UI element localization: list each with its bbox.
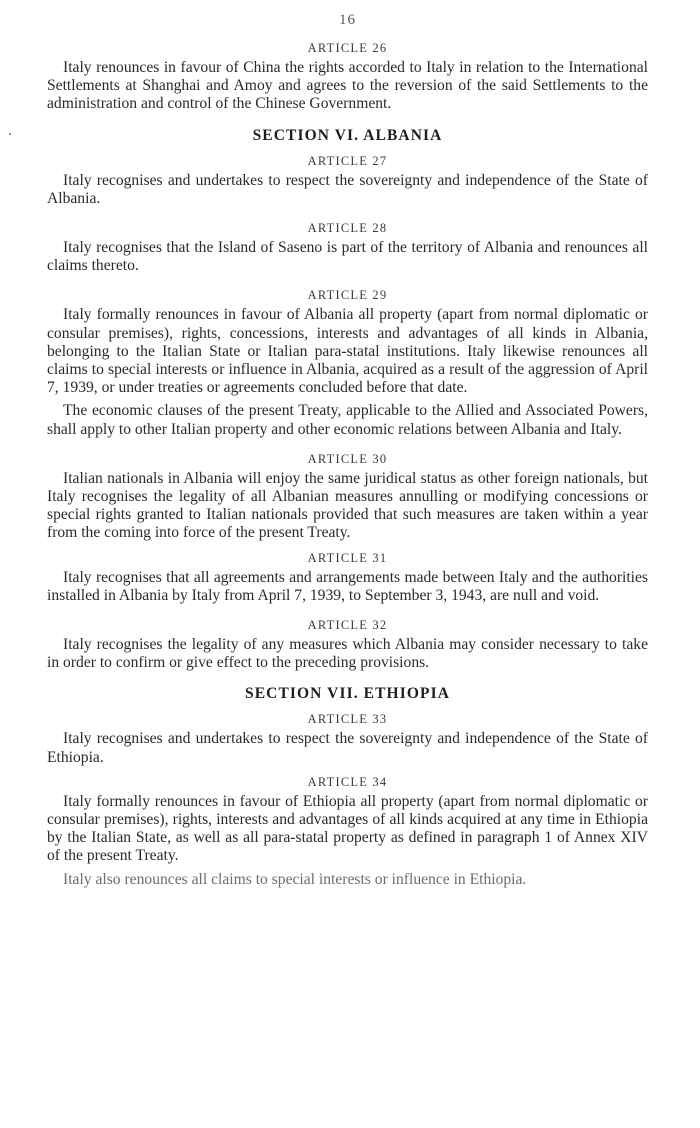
article-29: [47, 288, 648, 438]
article-heading: ARTICLE 33: [307, 712, 388, 727]
article-paragraph: Italy formally renounces in favour of Albania all property (apart from normal diplomatic or consular premises), rights, concessions, interests and advantages of all kinds in Albania, belonging to the Italian State or Italian para-statal institutions. Italy likewise renounces all claims to special interests or influence in Albania, acquired as a result of the aggression of April 7, 1939, or under treaties or agreements concluded before that date.: [47, 306, 648, 397]
article-heading: ARTICLE 29: [307, 288, 388, 303]
article-heading: ARTICLE 31: [307, 550, 388, 565]
article-paragraph: Italian nationals in Albania will enjoy the same juridical status as other foreign nationals, but Italy recognises the legality of all Albanian measures annulling or modifying concessions or special rights granted to Italian nationals provided that such measures are taken within a year from the coming into force of the present Treaty.: [47, 469, 648, 542]
article-heading: ARTICLE 26: [307, 41, 388, 55]
article-heading: ARTICLE 27: [307, 153, 388, 168]
article-32: [47, 618, 648, 672]
article-paragraph: Italy recognises the legality of any measures which Albania may consider necessary to take in order to confirm or give effect to the preceding provisions.: [47, 636, 648, 672]
article-27: [47, 154, 648, 208]
article-heading: ARTICLE 30: [307, 451, 388, 466]
article-28: [47, 221, 648, 275]
page-number: 16: [339, 12, 356, 28]
article-heading: ARTICLE 32: [307, 618, 388, 633]
article-26: [47, 41, 648, 114]
article-heading: ARTICLE 28: [307, 221, 388, 236]
article-paragraph: Italy formally renounces in favour of Ethiopia all property (apart from normal diplomatic or consular premises), rights, interests and advantages of all kinds acquired at any time in Ethiopia by the Italian State, as well as all para-statal property as defined in paragraph 1 of Annex XIV of the present Treaty.: [47, 792, 648, 865]
article-31: [47, 551, 648, 605]
article-paragraph: Italy renounces in favour of China the rights accorded to Italy in relation to the International Settlements at Shanghai and Amoy and agrees to the reversion of the said Settlements to the administration and control of the Chinese Government.: [47, 59, 648, 113]
article-paragraph: Italy recognises that all agreements and arrangements made between Italy and the authorities installed in Albania by Italy from April 7, 1939, to September 3, 1943, are null and void.: [47, 568, 648, 604]
section-heading-ethiopia: SECTION VII. ETHIOPIA: [245, 685, 450, 703]
article-paragraph: Italy recognises and undertakes to respect the sovereignty and independence of the State of Albania.: [47, 171, 648, 207]
article-paragraph: Italy recognises that the Island of Saseno is part of the territory of Albania and renounces all claims thereto.: [47, 239, 648, 275]
article-33: [47, 712, 648, 766]
article-heading: ARTICLE 34: [307, 774, 388, 789]
article-30: [47, 452, 648, 543]
article-paragraph: Italy recognises and undertakes to respect the sovereignty and independence of the State of Ethiopia.: [47, 730, 648, 766]
section-heading-albania: SECTION VI. ALBANIA: [252, 126, 443, 144]
article-34: [47, 775, 648, 889]
article-paragraph: Italy also renounces all claims to special interests or influence in Ethiopia.: [63, 870, 527, 888]
stray-dot-mark: [9, 133, 11, 135]
document-page: [47, 12, 648, 902]
article-paragraph: The economic clauses of the present Treaty, applicable to the Allied and Associated Powers, shall apply to other Italian property and other economic relations between Albania and Italy.: [47, 402, 648, 438]
